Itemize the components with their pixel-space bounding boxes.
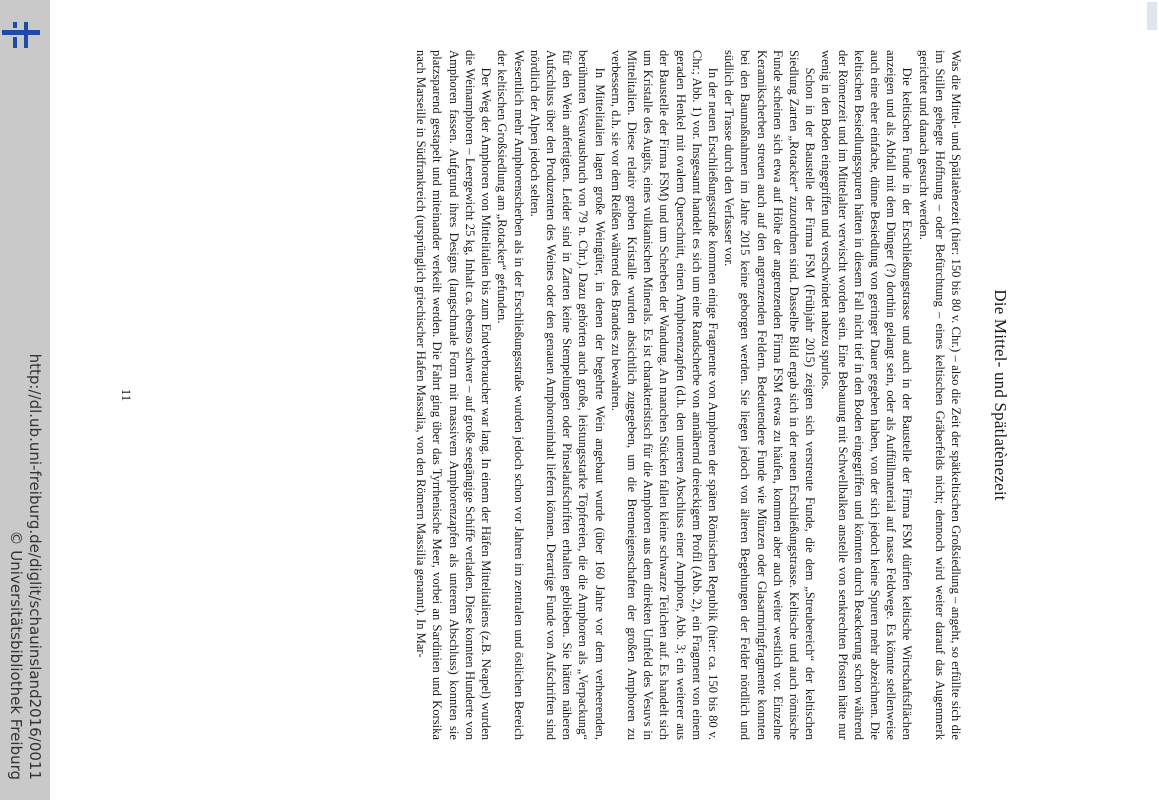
paragraph: Was die Mittel- und Spätlatènezeit (hier: 150 bis 80 v. Chr.) – also die Zeit der spätkeltischen Großsiedlung – angeht, so erfüllte sich die im Stillen gehegte Hoffnung – oder Befürchtung – eines keltischen Gräberfelds nicht; dennoch wird weiter darauf das Augenmerk gerichtet und danach gesucht werden. <box>916 50 963 740</box>
paragraph: In der neuen Erschließungsstraße kommen einige Fragmente von Amphoren der späten Römischen Republik (hier: ca. 150 bis 80 v. Chr.; Abb. 1) vor. Insgesamt handelt es sich um eine Randscherbe von annähernd dreieckigem Profil (Abb. 2), ein Fragment von einem geraden Henkel mit ovalem Querschnitt, einen Amphorenzapfen (d.h. den unteren Abschluss einer Amphore, Abb. 3; ein weiterer aus der Baustelle der Firma FSM) und um Scherben der Wandung. An manchen Stücken fallen kleine schwarze Teilchen auf. Es handelt sich um Kristalle des Augits, eines vulkanischen Minerals. Es ist charakteristisch für die Amphoren aus dem direkten Umfeld des Vesuvs in Mittelitalien. Diese relativ groben Kristalle wurden absichtlich zugegeben, um die Brenneigenschaften der großen Amphoren zu verbessern, d.h. sie vor dem Reißen während des Brandes zu bewahren. <box>608 50 720 740</box>
corner-marker <box>1147 2 1157 30</box>
source-url[interactable]: http://dl.ub.uni-freiburg.de/diglit/schauinsland2016/0011 <box>26 353 44 780</box>
paragraph: Wesentlich mehr Amphorenscherben als in der Erschließungsstraße wurden jedoch schon vor Jahren im zentralen und östlichen Bereich der keltischen Großsiedlung am „Rotacker“ gefunden. <box>495 50 526 740</box>
copyright-notice: © Universitätsbibliothek Freiburg <box>7 530 25 780</box>
paragraph: In Mittelitalien lagen große Weingüter, in denen der begehrte Wein angebaut wurde (über 160 Jahre vor dem verheerenden, berühmten Vesuvausbruch von 79 n. Chr.). Dazu gehörten auch große, leistungsstarke Töpfereien, die die Amphoren als „Verpackung“ für den Wein anfertigten. Leider sind in Zarten keine Stempelungen oder Pinselaufschriften erhalten geblieben. Sie hätten näheren Aufschluss über den Produzenten des Weines oder den genauen Amphoreninhalt liefern können. Derartige Funde von Aufschriften sind nördlich der Alpen jedoch selten. <box>527 50 607 740</box>
page-body <box>413 50 964 740</box>
digitization-sidebar <box>0 0 50 800</box>
paragraph: Schon in der Baustelle der Firma FSM (Frühjahr 2015) zeigten sich verstreute Funde, die dem „Streubereich“ der keltischen Siedlung Zarten „Rotacker“ zuzuordnen sind. Dasselbe Bild ergab sich in der neuen Erschließungstrasse. Keltische und auch römische Funde scheinen sich etwa auf Höhe der angrenzenden Firma FSM etwas zu häufen, kommen aber auch weiter westlich vor. Einzelne Keramikscherben streuen auch auf den angrenzenden Feldern. Bedeutendere Funde wie Münzen oder Glasarmringfragmente konnten bei den Baumaßnahmen im Jahre 2015 keine geborgen werden. Sie liegen jedoch von älteren Begehungen der Felder nördlich und südlich der Trasse durch den Verfasser vor. <box>722 50 818 740</box>
paragraph: Die keltischen Funde in der Erschließungstrasse und auch in der Baustelle der Firma FSM dürften keltische Wirtschaftsflächen anzeigen und als Abfall mit dem Dünger (?) dorthin gelangt sein, oder als Auffüllmaterial auf nasse Feldwege. Es könnte stellenweise auch eine eher einfache, dünne Besiedlung von geringer Dauer gegeben haben, von der sich jedoch keine Spuren mehr abzeichnen. Die keltischen Besiedlungsspuren hätten in diesem Fall nicht tief in den Boden eingegriffen und könnten durch Beackerung schon während der Römerzeit und im Mittelalter verwischt worden sein. Eine Bebauung mit Schwellbalken anstelle von senkrechten Pfosten hätte nur wenig in den Boden eingegriffen und verschwindet nahezu spurlos. <box>819 50 915 740</box>
rotated-page-content <box>110 50 1010 740</box>
scanned-page <box>90 45 1030 745</box>
page-number: 11 <box>119 388 134 402</box>
page-title: Die Mittel- und Spätlatènezeit <box>991 289 1010 501</box>
paragraph: Der Weg der Amphoren von Mittelitalien bis zum Endverbraucher war lang. In einem der Häfen Mittelitaliens (z.B. Neapel) wurden die Weinamphoren – Leergewicht 25 kg, Inhalt ca. ebenso schwer – auf große seegängige Schiffe verladen. Diese konnten Hunderte von Amphoren fassen. Aufgrund ihres Designs (langschmale Form mit massivem Amphorenzapfen als unterem Abschluss) konnten sie platzsparend gestapelt und miteinander verkeilt werden. Die Fahrt ging über das Tyrrhenische Meer, vorbei an Sardinien und Korsika nach Marseille in Südfrankreich (ursprünglich griechischer Hafen Massalia, von den Römern Massilia genannt). In Mar- <box>414 50 494 740</box>
